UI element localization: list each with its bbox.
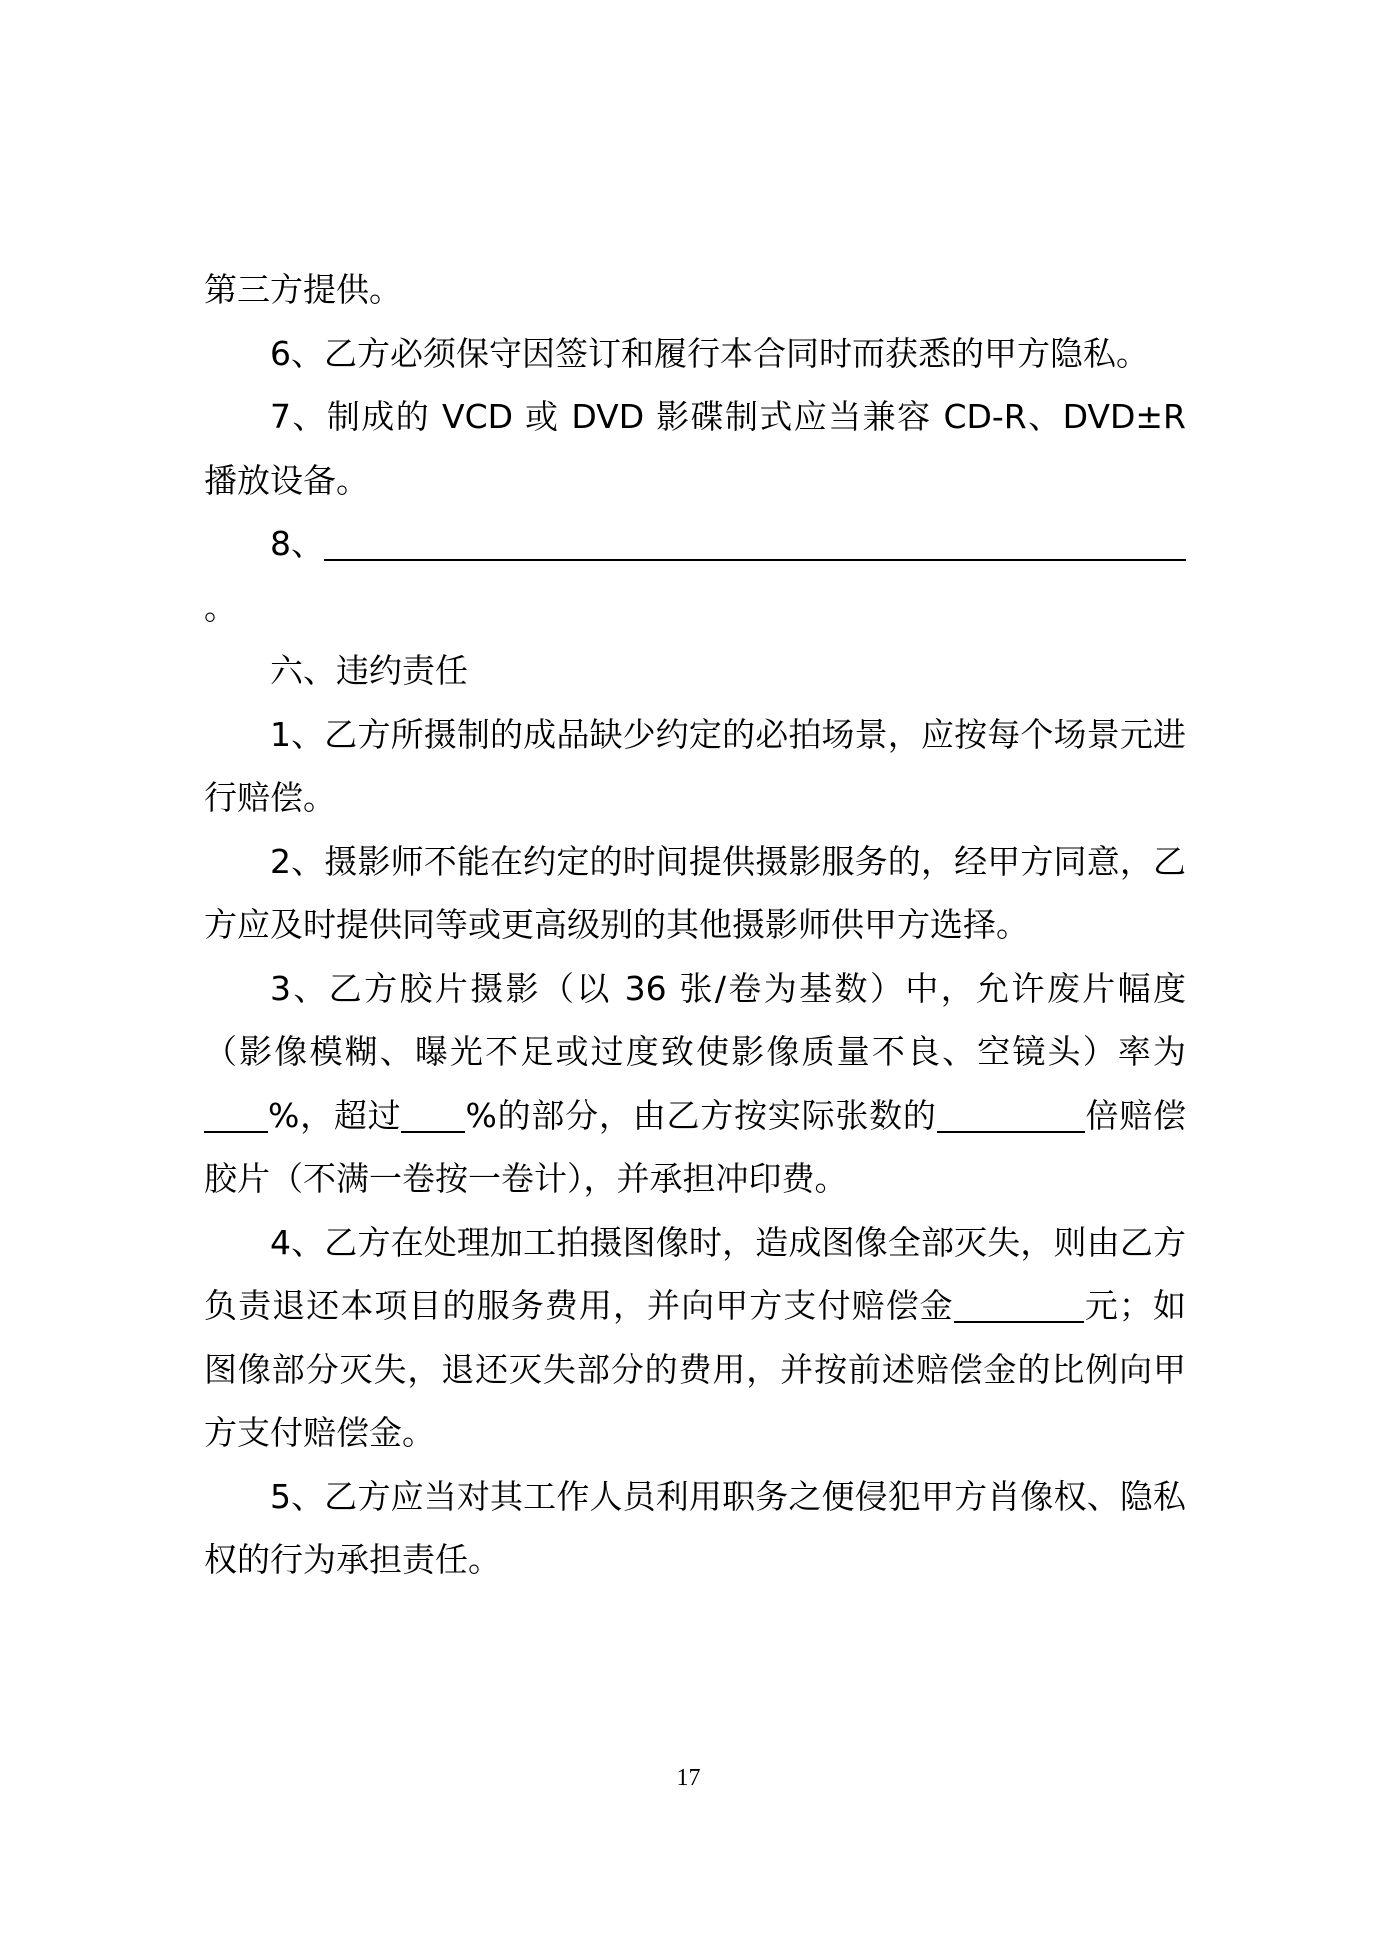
fill-in-blank — [937, 1101, 1085, 1133]
liability-clause-3 — [204, 957, 1186, 1211]
clause-8-period: 。 — [204, 587, 237, 627]
clause-6: 6、乙方必须保守因签订和履行本合同时而获悉的甲方隐私。 — [270, 333, 1149, 373]
fill-in-blank — [401, 1101, 465, 1133]
paragraph-continuation: 第三方提供。 — [204, 270, 402, 309]
page-number: 17 — [676, 1765, 701, 1791]
clause-3-text-a: 3、乙方胶片摄影（以 36 张/卷为基数）中，允许废片幅度（影像模糊、曝光不足或过度致使影像质量不良、空镜头）率为 — [204, 968, 1186, 1071]
liability-clause-2: 2、摄影师不能在约定的时间提供摄影服务的，经甲方同意，乙方应及时提供同等或更高级别的其他摄影师供甲方选择。 — [204, 841, 1186, 944]
clause-3-text-c: %的部分，由乙方按实际张数的 — [465, 1095, 937, 1135]
section-heading-liability: 六、违约责任 — [270, 651, 468, 690]
clause-7: 7、制成的 VCD 或 DVD 影碟制式应当兼容 CD-R、DVD±R 播放设备。 — [204, 397, 1186, 500]
clause-3-text-d: 倍赔偿胶片（不满一卷按一卷计），并承担冲印费。 — [204, 1095, 1187, 1198]
clause-8-number: 8、 — [270, 524, 324, 563]
clause-4-text-b: 元；如图像部分灭失，退还灭失部分的费用，并按前述赔偿金的比例向甲方支付赔偿金。 — [204, 1286, 1187, 1452]
fill-in-blank — [204, 1101, 268, 1133]
liability-clause-1: 1、乙方所摄制的成品缺少约定的必拍场景，应按每个场景元进行赔偿。 — [204, 714, 1186, 817]
clause-8 — [204, 512, 1186, 639]
document-body — [204, 258, 1186, 1592]
liability-clause-5: 5、乙方应当对其工作人员利用职务之便侵犯甲方肖像权、隐私权的行为承担责任。 — [204, 1476, 1186, 1579]
fill-in-blank — [324, 529, 1186, 561]
liability-clause-4 — [204, 1211, 1186, 1465]
clause-3-text-b: %，超过 — [268, 1095, 402, 1135]
clause-4-text-a: 4、乙方在处理加工拍摄图像时，造成图像全部灭失，则由乙方负责退还本项目的服务费用，并向甲方支付赔偿金 — [204, 1222, 1186, 1325]
fill-in-blank — [954, 1291, 1084, 1323]
